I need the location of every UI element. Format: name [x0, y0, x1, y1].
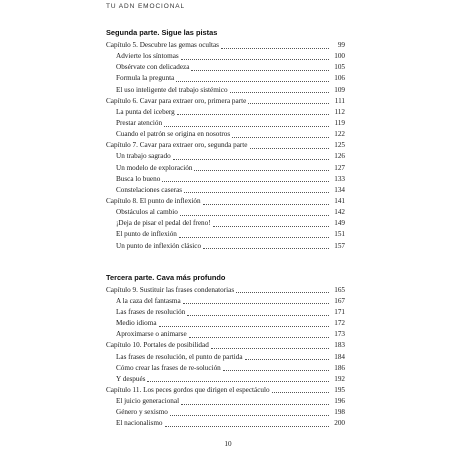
- entry-page-number: 109: [334, 85, 345, 94]
- toc-section-entry: [106, 185, 345, 196]
- dot-leader: [245, 352, 329, 363]
- entry-title: Las frases de resolución, el punto de partida: [116, 352, 243, 361]
- toc-section-entry: [106, 307, 345, 318]
- entry-title: Capítulo 8. El punto de inflexión: [106, 196, 201, 205]
- entry-title: Aproximarse o animarse: [116, 330, 187, 339]
- entry-page-number: 112: [334, 107, 345, 116]
- entry-page-number: 119: [334, 118, 345, 127]
- toc-section-entry: [106, 163, 345, 174]
- toc-entries: [106, 40, 345, 252]
- dot-leader: [203, 241, 329, 252]
- toc-chapter-entry: [106, 285, 345, 296]
- toc-section-entry: [106, 218, 345, 229]
- entry-title: Género y sexismo: [116, 408, 168, 417]
- entry-title: Y después: [116, 374, 146, 383]
- dot-leader: [180, 207, 329, 218]
- entry-page-number: 100: [334, 52, 345, 61]
- entry-page-number: 196: [334, 397, 345, 406]
- entry-page-number: 173: [334, 330, 345, 339]
- entry-page-number: 125: [334, 141, 345, 150]
- toc-section-entry: [106, 407, 345, 418]
- entry-title: Cuando el patrón se origina en nosotros: [116, 130, 231, 139]
- entry-title: El punto de inflexión: [116, 230, 177, 239]
- entry-page-number: 111: [334, 96, 345, 105]
- dot-leader: [165, 418, 329, 429]
- entry-title: La punta del iceberg: [116, 107, 175, 116]
- entry-page-number: 99: [337, 41, 345, 49]
- entry-title: El nacionalismo: [116, 419, 163, 428]
- toc-chapter-entry: [106, 140, 345, 151]
- entry-page-number: 165: [334, 285, 345, 294]
- entry-page-number: 157: [334, 241, 345, 250]
- dot-leader: [248, 96, 329, 107]
- entry-title: Capítulo 7. Cavar para extraer oro, segunda parte: [106, 141, 248, 150]
- entry-title: Obstáculos al cambio: [116, 208, 178, 217]
- entry-title: El juicio generacional: [116, 397, 180, 406]
- dot-leader: [213, 218, 329, 229]
- entry-page-number: 105: [334, 63, 345, 72]
- dot-leader: [191, 62, 329, 73]
- entry-title: Constelaciones caseras: [116, 185, 183, 194]
- dot-leader: [170, 407, 329, 418]
- entry-page-number: 151: [334, 230, 345, 239]
- entry-title: Capítulo 11. Los peces gordos que dirigen el espectáculo: [106, 385, 270, 394]
- toc-section-entry: [106, 62, 345, 73]
- entry-title: Capítulo 6. Cavar para extraer oro, primera parte: [106, 96, 247, 105]
- entry-title: El uso inteligente del trabajo sistémico: [116, 85, 228, 94]
- entry-page-number: 149: [334, 219, 345, 228]
- entry-title: Un modelo de exploración: [116, 163, 193, 172]
- toc-section-entry: [106, 174, 345, 185]
- entry-title: ¡Deja de pisar el pedal del freno!: [116, 219, 211, 228]
- part-heading: Segunda parte. Sigue las pistas: [106, 28, 218, 37]
- toc-section-entry: [106, 418, 345, 429]
- dot-leader: [203, 196, 329, 207]
- dot-leader: [250, 140, 330, 151]
- entry-title: Un trabajo sagrado: [116, 152, 171, 161]
- entry-page-number: 183: [334, 341, 345, 350]
- running-head: TU ADN EMOCIONAL: [106, 3, 186, 10]
- dot-leader: [189, 329, 329, 340]
- table-of-contents: [106, 28, 345, 430]
- toc-chapter-entry: [106, 340, 345, 351]
- toc-section-entry: [106, 396, 345, 407]
- dot-leader: [230, 85, 329, 96]
- toc-section-entry: [106, 85, 345, 96]
- toc-section-entry: [106, 129, 345, 140]
- toc-section-entry: [106, 374, 345, 385]
- toc-chapter-entry: [106, 96, 345, 107]
- entry-page-number: 171: [334, 307, 345, 316]
- entry-page-number: 142: [334, 208, 345, 217]
- entry-title: Obsérvate con delicadeza: [116, 63, 190, 72]
- dot-leader: [272, 385, 329, 396]
- toc-chapter-entry: [106, 385, 345, 396]
- entry-page-number: 133: [334, 174, 345, 183]
- entry-title: Medio idioma: [116, 319, 157, 328]
- entry-page-number: 184: [334, 352, 345, 361]
- toc-section-entry: [106, 352, 345, 363]
- dot-leader: [211, 340, 329, 351]
- toc-section-entry: [106, 329, 345, 340]
- dot-leader: [184, 185, 329, 196]
- entry-page-number: 186: [334, 363, 345, 372]
- toc-section-entry: [106, 51, 345, 62]
- entry-title: Busca lo bueno: [116, 174, 161, 183]
- entry-page-number: 122: [334, 130, 345, 139]
- dot-leader: [181, 51, 329, 62]
- entry-page-number: 172: [334, 319, 345, 328]
- entry-page-number: 127: [334, 163, 345, 172]
- dot-leader: [164, 118, 329, 129]
- dot-leader: [176, 73, 329, 84]
- toc-section-entry: [106, 363, 345, 374]
- dot-leader: [232, 129, 329, 140]
- toc-section-entry: [106, 207, 345, 218]
- entry-title: Capítulo 9. Sustituir las frases condenatorias: [106, 285, 235, 294]
- toc-chapter-entry: [106, 196, 345, 207]
- entry-title: Cómo crear las frases de re-solución: [116, 363, 221, 372]
- entry-title: Capítulo 10. Portales de posibilidad: [106, 341, 209, 350]
- dot-leader: [236, 285, 329, 296]
- dot-leader: [159, 318, 329, 329]
- entry-page-number: 134: [334, 185, 345, 194]
- entry-page-number: 167: [334, 296, 345, 305]
- toc-section-entry: [106, 107, 345, 118]
- toc-section-entry: [106, 229, 345, 240]
- toc-section-entry: [106, 118, 345, 129]
- entry-page-number: 106: [334, 74, 345, 83]
- entry-title: A la caza del fantasma: [116, 296, 181, 305]
- toc-section-entry: [106, 241, 345, 252]
- entry-title: Advierte los síntomas: [116, 52, 179, 61]
- dot-leader: [194, 163, 329, 174]
- toc-part-segunda: [106, 28, 345, 252]
- entry-page-number: 126: [334, 152, 345, 161]
- entry-title: Prestar atención: [116, 118, 163, 127]
- dot-leader: [177, 107, 329, 118]
- entry-page-number: 195: [334, 385, 345, 394]
- dot-leader: [179, 229, 329, 240]
- toc-part-tercera: [106, 273, 345, 430]
- dot-leader: [223, 363, 329, 374]
- toc-section-entry: [106, 296, 345, 307]
- toc-entries: [106, 285, 345, 430]
- entry-page-number: 198: [334, 408, 345, 417]
- toc-chapter-entry: [106, 40, 345, 51]
- entry-page-number: 200: [334, 419, 345, 428]
- toc-section-entry: [106, 318, 345, 329]
- dot-leader: [221, 40, 329, 51]
- entry-title: Un punto de inflexión clásico: [116, 241, 202, 250]
- toc-section-entry: [106, 73, 345, 84]
- page-number: 10: [224, 440, 232, 448]
- toc-section-entry: [106, 151, 345, 162]
- part-heading: Tercera parte. Cava más profundo: [106, 272, 226, 282]
- dot-leader: [173, 151, 329, 162]
- entry-title: Capítulo 5. Descubre las gemas ocultas: [106, 41, 219, 49]
- entry-page-number: 141: [334, 196, 345, 205]
- entry-title: Las frases de resolución: [116, 307, 186, 316]
- entry-title: Formula la pregunta: [116, 74, 175, 83]
- dot-leader: [187, 307, 329, 318]
- entry-page-number: 192: [334, 374, 345, 383]
- dot-leader: [162, 174, 329, 185]
- dot-leader: [183, 296, 329, 307]
- dot-leader: [147, 374, 329, 385]
- dot-leader: [181, 396, 329, 407]
